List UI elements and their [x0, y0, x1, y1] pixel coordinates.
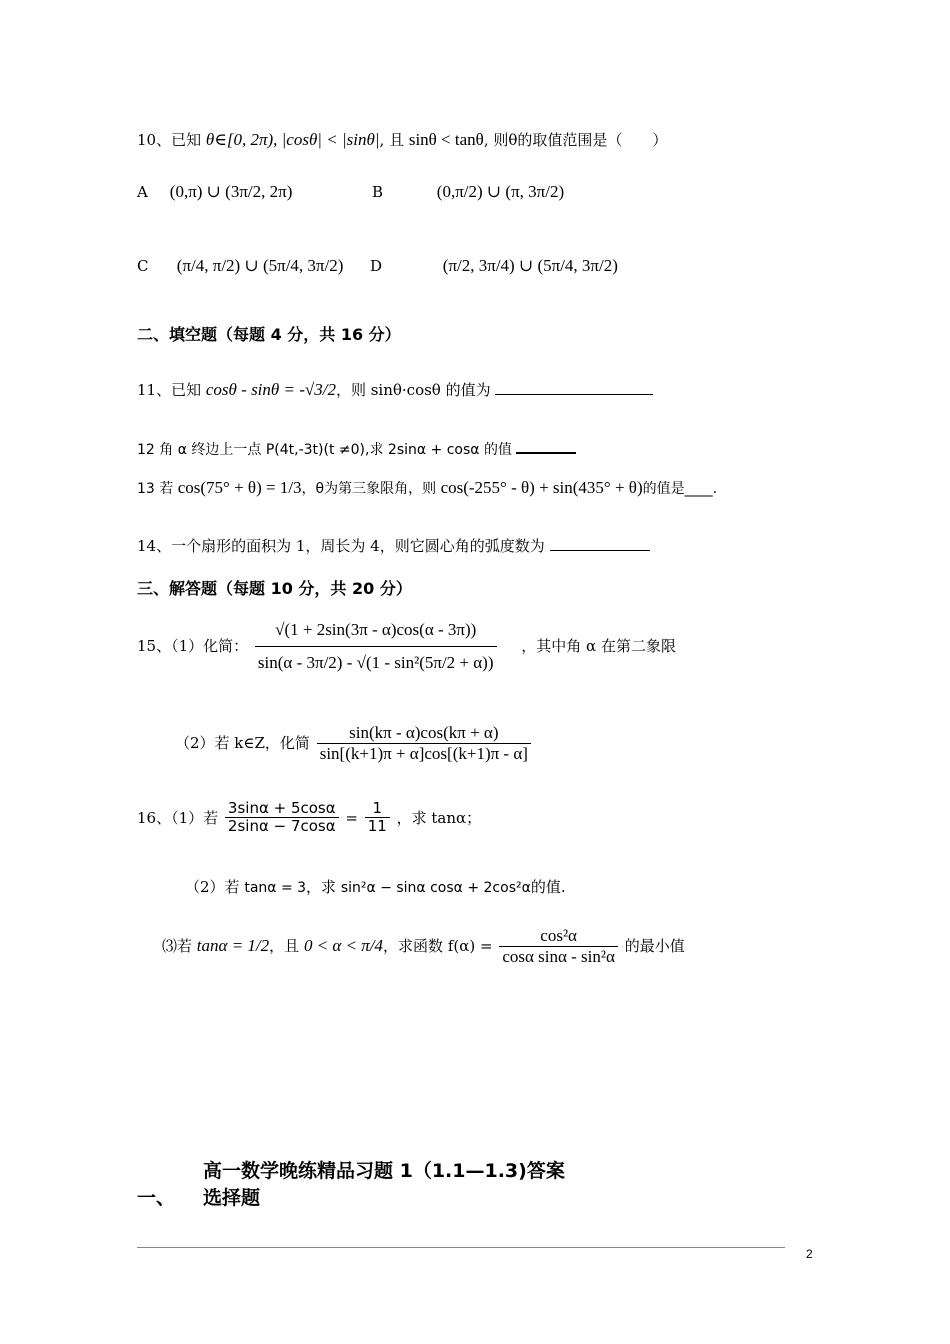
- q10-condition-2: sinθ < tanθ: [408, 130, 484, 149]
- q10-option-c: C (π/4, π/2) ∪ (5π/4, 3π/2): [137, 256, 344, 275]
- q11-expr: cosθ - sinθ = -√3/2: [205, 380, 336, 399]
- answers-title: 高一数学晚练精品习题 1（1.1—1.3)答案: [203, 1160, 565, 1182]
- q10-option-a-expr: (0,π) ∪ (3π/2, 2π): [169, 182, 293, 201]
- q11: 11、已知 cosθ - sinθ = -√3/2，则 sinθ·cosθ 的值为: [137, 380, 653, 400]
- section-fill-blank-heading: 二、填空题（每题 4 分，共 16 分）: [137, 325, 401, 344]
- q16-part1-fraction: $\frac{3\sin\alpha + 5\cos\alpha}{2\sin\alpha - 7\cos\alpha}$: [225, 800, 339, 836]
- q16-part3-fraction: $\frac{\text{cos²α}}{\text{cosα sinα - sin²α}}$: [499, 926, 618, 966]
- q16-part1: 16、（1）若 $\frac{3\sin\alpha + 5\cos\alpha}{2\sin\alpha - 7\cos\alpha}$ = $\frac{1}{11}$ ，求 tanα；: [137, 799, 482, 836]
- q16-part2-condition: tanα = 3: [244, 880, 307, 896]
- q14: 14、一个扇形的面积为 1，周长为 4，则它圆心角的弧度数为: [137, 537, 650, 555]
- q10-option-b-expr: (0,π/2) ∪ (π, 3π/2): [436, 182, 565, 201]
- q10-stem: 10、已知 θ∈[0, 2π), |cosθ| < |sinθ|, 且 sinθ < tanθ, 则θ的取值范围是（ ）: [137, 130, 668, 149]
- q10-condition-1: θ∈[0, 2π), |cosθ| < |sinθ|: [205, 130, 380, 149]
- q15-part1-fraction: $\frac{√(1 + 2\sin(3\pi - \alpha)\cos(\alpha - 3\pi))}{\text{sin(α - 3π/2) - √(1 - sin²(5π/2 + α))}}$: [255, 620, 497, 672]
- q16-part3-condition: tanα = 1/2: [196, 935, 270, 955]
- q10-option-d-expr: (π/2, 3π/4) ∪ (5π/4, 3π/2): [442, 256, 618, 275]
- q10-option-c-expr: (π/4, π/2) ∪ (5π/4, 3π/2): [176, 256, 344, 275]
- q11-answer-blank: [495, 394, 653, 395]
- q16-part3: ⑶若 tanα = 1/2，且 0 < α < π/4，求函数 f(α) = $\frac{\text{cos²α}}{\text{cosα sinα - sin²α}}$ 的最小值: [162, 926, 685, 966]
- q14-answer-blank: [550, 550, 650, 551]
- q10-option-b: B (0,π/2) ∪ (π, 3π/2): [372, 182, 565, 201]
- q16-part1-rhs: $\frac{1}{11}$: [365, 800, 390, 836]
- q16-part3-range: 0 < α < π/4: [303, 935, 384, 955]
- answers-section-number: 一、: [137, 1187, 176, 1209]
- q13-expr: cos(-255° - θ) + sin(435° + θ): [440, 478, 643, 497]
- q10-number: 10、: [137, 131, 172, 149]
- q12-answer-blank: [516, 452, 576, 454]
- q12: 12 角 α 终边上一点 P(4t,-3t)(t ≠0),求 2sinα + cosα 的值: [137, 442, 576, 459]
- section-solution-heading: 三、解答题（每题 10 分，共 20 分）: [137, 579, 412, 598]
- page-number: 2: [806, 1247, 813, 1261]
- q15-part2: （2）若 k∈Z，化简 $\frac{\sin(k\pi - \alpha)\cos(k\pi + \alpha)}{\sin[(k+1)\pi + \alpha]\cos[(k+1)\pi - \alpha]}$: [175, 723, 533, 763]
- q13: 13 若 cos(75° + θ) = 1/3，θ为第三象限角，则 cos(-255° - θ) + sin(435° + θ)的值是____.: [137, 478, 718, 497]
- answers-section-name: 选择题: [203, 1187, 261, 1209]
- q16-part2-expr: sin²α − sinα cosα + 2cos²α: [340, 880, 531, 896]
- q15-part2-fraction: $\frac{\sin(k\pi - \alpha)\cos(k\pi + \alpha)}{\sin[(k+1)\pi + \alpha]\cos[(k+1)\pi - \alpha]}$: [317, 723, 531, 763]
- q13-condition: cos(75° + θ) = 1/3: [177, 478, 302, 497]
- q15-part1: 15、（1）化简： $\frac{√(1 + 2\sin(3\pi - \alpha)\cos(\alpha - 3\pi))}{\text{sin(α - 3π/2) - √(1 - sin²(5π/2 + α))}}$ ，其中角 α 在第二象限: [137, 620, 676, 672]
- q16-part2: （2）若 tanα = 3，求 sin²α − sinα cosα + 2cos²α的值.: [185, 878, 566, 896]
- q10-option-d: D (π/2, 3π/4) ∪ (5π/4, 3π/2): [370, 256, 618, 275]
- q10-option-a: A (0,π) ∪ (3π/2, 2π): [137, 182, 293, 201]
- footer-rule: [137, 1247, 785, 1248]
